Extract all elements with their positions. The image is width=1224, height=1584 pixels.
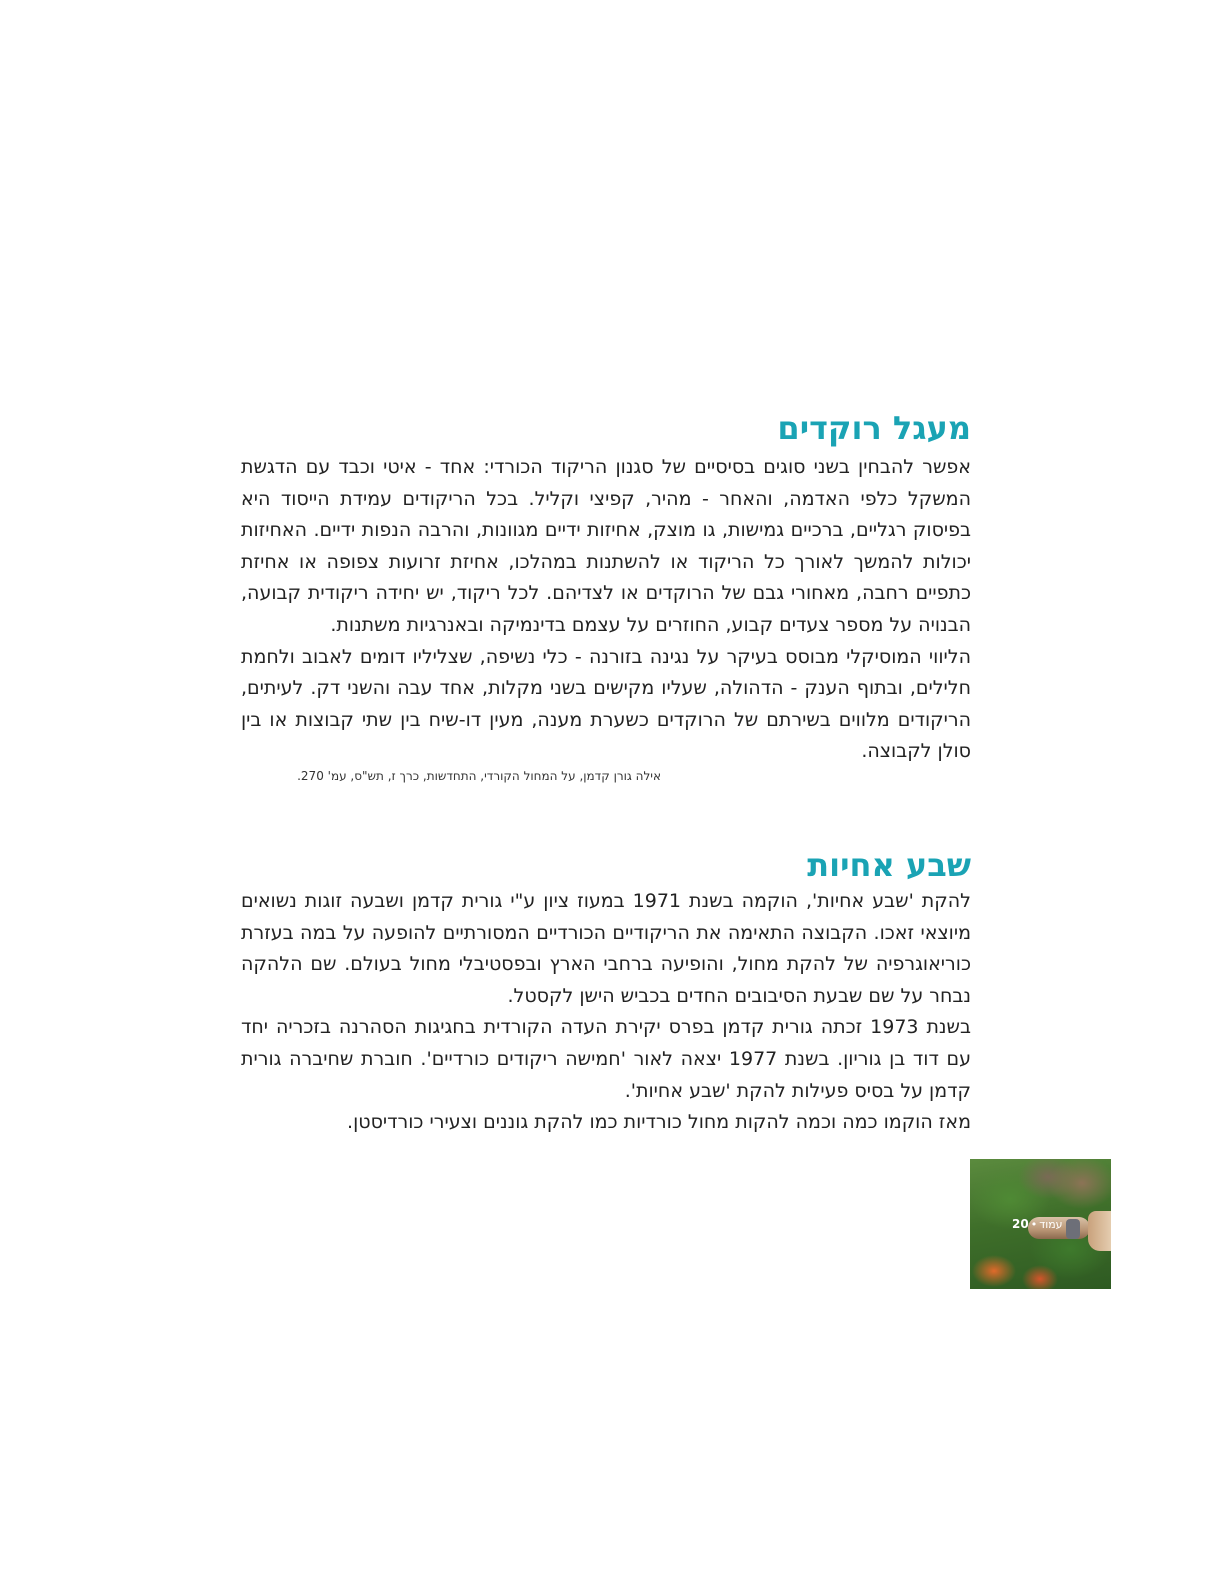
paragraph-troupe-founding: להקת 'שבע אחיות', הוקמה בשנת 1971 במעוז ציון ע"י גורית קדמן ושבעה זוגות נשואים מיוצאי זאכו. הקבוצה התאימה את הריקודיים הכורדיים המסורתיים להופעה על במה בעזרת כוריאוגרפיה של להקת מחול, והופיעה ברחבי הארץ ובפסטיבלי מחול בעולם. שם הלהקה נבחר על שם שבעת הסיבובים החדים בכביש הישן לקסטל. (241, 890, 971, 1007)
page-number: 20 (1012, 1217, 1029, 1231)
citation: אילה גורן קדמן, על המחול הקורדי, התחדשות, כרך ז, תש"ס, עמ' 270. (297, 768, 661, 783)
paragraph-music-accompaniment: הליווי המוסיקלי מבוסס בעיקר על נגינה בזורנה - כלי נשיפה, שצליליו דומים לאבוב ולחמת חלילים, ובתוף הענק - הדהולה, שעליו מקישים בשני מקלות, אחד עבה והשני דק. לעיתים, הריקודים מלווים בשירתם של הרוקדים כשערת מענה, מעין דו-שיח בין שתי קבוצות או בין סולן לקבוצה. (241, 645, 971, 763)
section-body-seven-sisters (241, 886, 971, 1139)
photo-bracelet-shape (1066, 1219, 1080, 1239)
section-title-seven-sisters: שבע אחיות (807, 846, 971, 884)
paragraph-dance-styles: אפשר להבחין בשני סוגים בסיסיים של סגנון הריקוד הכורדי: אחד - איטי וכבד עם הדגשת המשקל כלפי האדמה, והאחר - מהיר, קפיצי וקליל. בכל הריקודים עמידת הייסוד היא בפיסוק רגליים, ברכיים גמישות, גו מוצק, אחיזות ידיים מגוונות, והרבה הנפות ידיים. האחיזות יכולות להמשך לאורך כל הריקוד או להשתנות במהלכו, אחיזת זרועות צפופה או אחיזת כתפיים רחבה, מאחורי גבם של הרוקדים או לצדיהם. לכל ריקוד, יש יחידה ריקודית קבועה, הבנויה על מספר צעדים קבוע, החוזרים על עצמם בדינמיקה ובאנרגיות משתנות. (241, 456, 971, 636)
article-content (241, 0, 971, 1584)
page-label (1012, 1217, 1063, 1232)
paragraph-award-and-booklet: בשנת 1973 זכתה גורית קדמן בפרס יקירת העדה הקורדית בחגיגות הסהרנה בזכריה יחד עם דוד בן גוריון. בשנת 1977 יצאה לאור 'חמישה ריקודים כורדיים'. חוברת שחיברה גורית קדמן על בסיס פעילות להקת 'שבע אחיות'. (241, 1016, 971, 1102)
dancer-photo-thumbnail (970, 1159, 1111, 1289)
section-body-dance-circle (241, 452, 971, 784)
photo-sleeve-shape (1088, 1211, 1111, 1251)
paragraph-later-troupes: מאז הוקמו כמה וכמה להקות מחול כורדיות כמו להקת גוננים וצעירי כורדיסטן. (347, 1111, 971, 1134)
page-label-separator: • (1030, 1218, 1038, 1231)
page-label-word: עמוד (1039, 1218, 1063, 1231)
section-title-dance-circle: מעגל רוקדים (777, 409, 971, 447)
